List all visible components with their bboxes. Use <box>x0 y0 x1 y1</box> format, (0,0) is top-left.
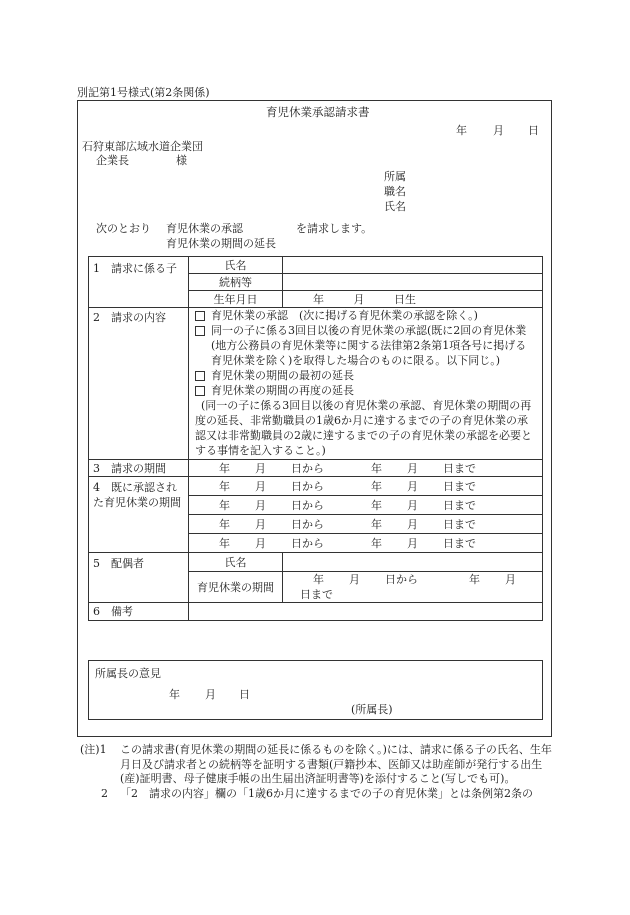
spouse-period-field[interactable]: 年 月 日から 年 月 日まで <box>283 572 543 603</box>
date-month: 月 <box>493 124 504 137</box>
approved-period-2[interactable]: 年 月 日から 年 月 日まで <box>189 496 543 515</box>
addressee-title: 企業長 <box>96 154 129 167</box>
birth-day: 日生 <box>394 292 416 306</box>
requester-position: 職名 <box>384 185 406 198</box>
note-2 <box>80 787 560 802</box>
note-1 <box>80 743 560 787</box>
child-relation-label: 続柄等 <box>189 274 283 291</box>
option-second-extension[interactable]: 育児休業の期間の再度の延長 <box>195 383 536 398</box>
request-period: 年 月 日から 年 月 日まで <box>219 461 476 475</box>
child-name-label: 氏名 <box>189 257 283 274</box>
section2-note: (同一の子に係る3回目以後の育児休業の承認、育児休業の期間の再度の延長、非常勤職員の1歳6か月に達するまでの子の育児休業の承認又は非常勤職員の2歳に達するまでの子の育児休業の承認を必要とする事情を記入すること。) <box>195 399 532 457</box>
supervisor-signature-label: (所属長) <box>351 703 393 716</box>
child-relation-field[interactable] <box>283 274 543 291</box>
request-option-extension: 育児休業の期間の延長 <box>166 237 276 250</box>
request-table <box>88 256 543 621</box>
form-title: 育児休業承認請求書 <box>266 105 370 119</box>
child-birth-label: 生年月日 <box>189 291 283 308</box>
section6-label: 6 備考 <box>89 603 189 621</box>
date-year: 年 <box>456 124 467 137</box>
request-period-field[interactable] <box>189 460 543 477</box>
note-1-number: (注)1 <box>80 743 107 756</box>
addressee-honorific: 様 <box>176 154 187 167</box>
checkbox-second-extension[interactable] <box>195 386 205 396</box>
request-intro-suffix: を請求します。 <box>296 222 373 235</box>
approved-period-3[interactable]: 年 月 日から 年 月 日まで <box>189 515 543 534</box>
section2-content <box>189 308 543 460</box>
supervisor-date-day: 日 <box>239 688 250 701</box>
request-intro-prefix: 次のとおり <box>96 222 151 235</box>
supervisor-opinion-box[interactable] <box>88 660 543 720</box>
form-header-label: 別記第1号様式(第2条関係) <box>77 86 210 99</box>
approved-period-1[interactable]: 年 月 日から 年 月 日まで <box>189 477 543 496</box>
requester-name: 氏名 <box>384 200 406 213</box>
section1-label: 1 請求に係る子 <box>89 257 189 308</box>
requester-affiliation: 所属 <box>384 170 406 183</box>
section2-label: 2 請求の内容 <box>89 308 189 460</box>
spouse-name-field[interactable] <box>283 553 543 572</box>
child-name-field[interactable] <box>283 257 543 274</box>
child-birth-field[interactable] <box>283 291 543 308</box>
checkbox-third-approval[interactable] <box>195 326 205 336</box>
date-day: 日 <box>528 124 539 137</box>
section3-label: 3 請求の期間 <box>89 460 189 477</box>
spouse-period-label: 育児休業の期間 <box>189 572 283 603</box>
spouse-name-label: 氏名 <box>189 553 283 572</box>
option-approval[interactable]: 育児休業の承認 (次に掲げる育児休業の承認を除く。) <box>195 308 536 323</box>
note-2-text: 「2 請求の内容」欄の「1歳6か月に達するまでの子の育児休業」とは条例第2条の <box>120 786 533 800</box>
checkbox-approval[interactable] <box>195 311 205 321</box>
option-third-approval[interactable]: 同一の子に係る3回目以後の育児休業の承認(既に2回の育児休業(地方公務員の育児休業等に関する法律第2条第1項各号に掲げる育児休業を除く)を取得した場合のものに限る。以下同じ。) <box>195 323 536 368</box>
option-first-extension[interactable]: 育児休業の期間の最初の延長 <box>195 368 536 383</box>
notes-section <box>80 743 560 801</box>
note-2-number: 2 <box>101 786 108 800</box>
remarks-field[interactable] <box>189 603 543 621</box>
supervisor-date-month: 月 <box>205 688 216 701</box>
addressee-org: 石狩東部広域水道企業団 <box>82 140 203 153</box>
section4-label: 4 既に承認された育児休業の期間 <box>89 477 189 553</box>
section5-label: 5 配偶者 <box>89 553 189 603</box>
request-option-approval: 育児休業の承認 <box>166 222 243 235</box>
supervisor-opinion-label: 所属長の意見 <box>95 667 161 680</box>
checkbox-first-extension[interactable] <box>195 371 205 381</box>
birth-month: 月 <box>353 292 365 306</box>
note-1-text: この請求書(育児休業の期間の延長に係るものを除く。)には、請求に係る子の氏名、生年月日及び請求者との続柄等を証明する書類(戸籍抄本、医師又は助産師が発行する出生(産)証明書、母子健康手帳の出生届出済証明書等)を添付すること(写しでも可)。 <box>120 743 552 785</box>
birth-year: 年 <box>313 292 324 306</box>
approved-period-4[interactable]: 年 月 日から 年 月 日まで <box>189 534 543 553</box>
supervisor-date-year: 年 <box>169 688 180 701</box>
